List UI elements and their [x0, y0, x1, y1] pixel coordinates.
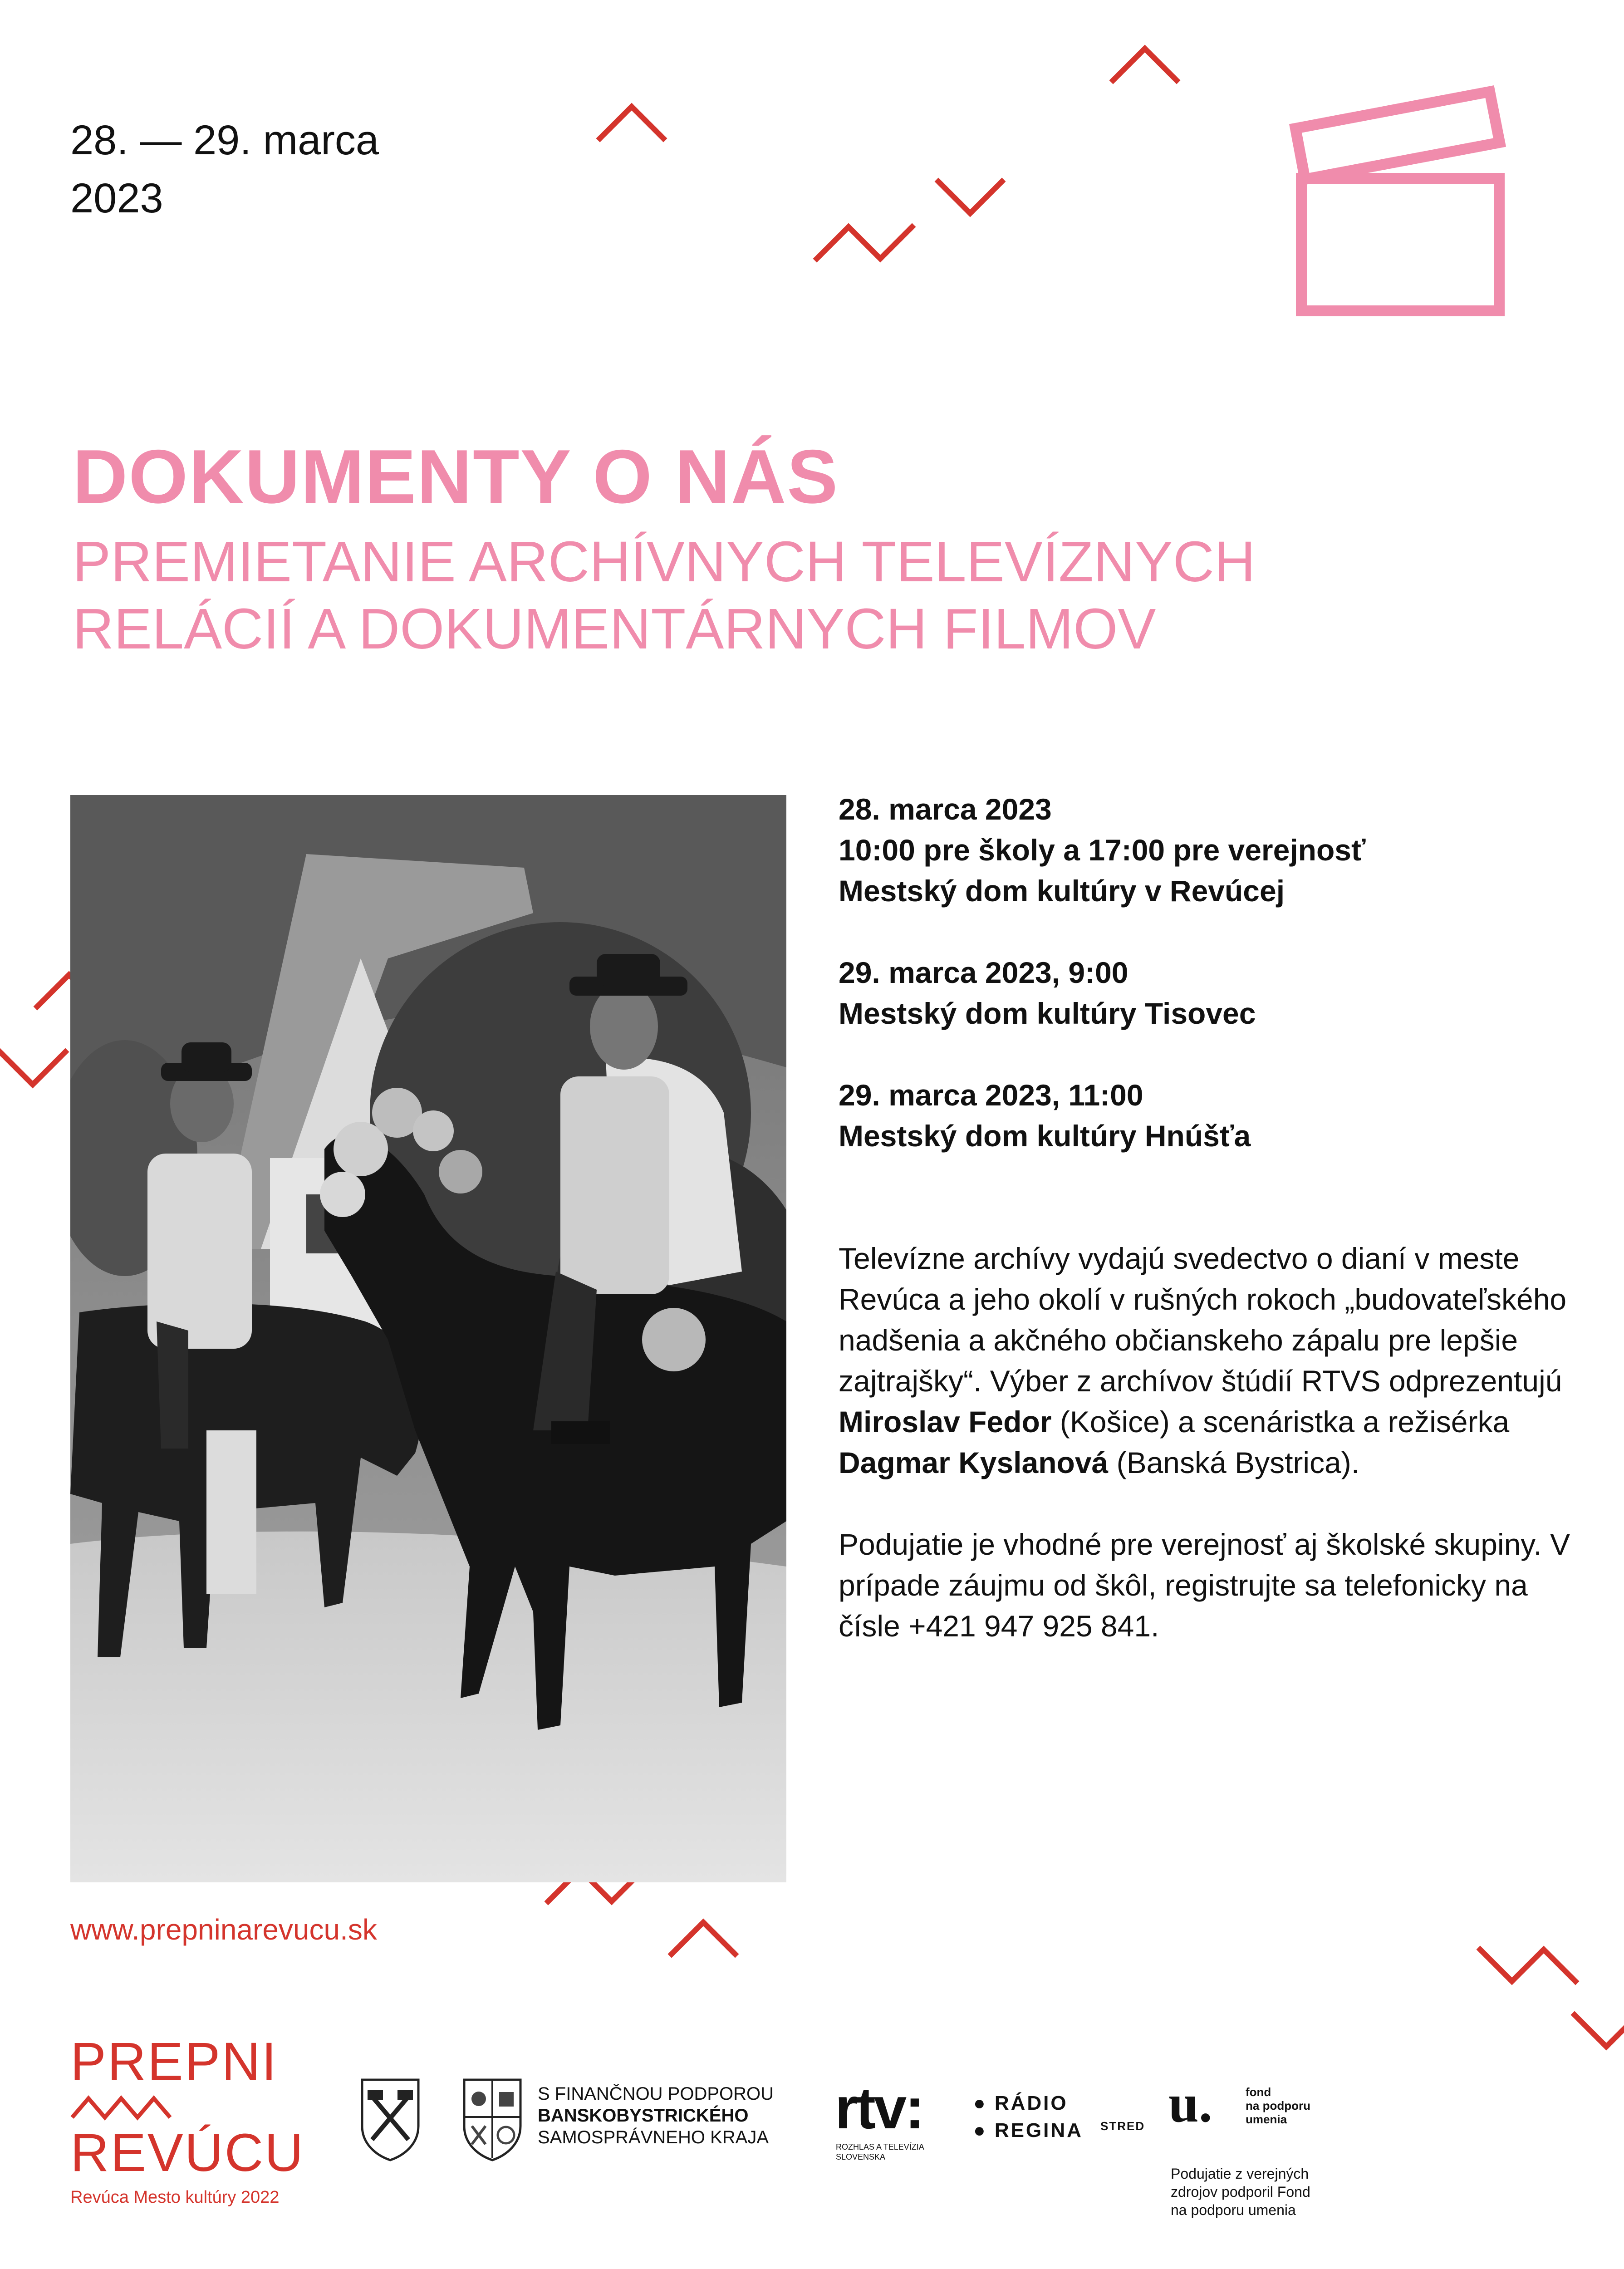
- bbsk-support-text: [538, 2083, 774, 2148]
- chevron-up-icon: [600, 107, 663, 138]
- chevron-down-icon: [938, 182, 1002, 213]
- description-text: (Banská Bystrica).: [1108, 1446, 1360, 1479]
- chevron-down-icon: [1575, 2015, 1624, 2047]
- sponsor-logos: [358, 2069, 1611, 2251]
- page-title: DOKUMENTY O NÁS: [73, 434, 839, 519]
- logo-word: PREPNI: [70, 2032, 278, 2092]
- schedule-line: Mestský dom kultúry v Revúcej: [839, 874, 1285, 908]
- chevron-down-icon: [0, 1052, 65, 1085]
- fond-line: na podporu: [1246, 2099, 1310, 2112]
- event-description: [839, 1238, 1592, 1687]
- schedule-item: [839, 1075, 1587, 1156]
- revuca-coat-of-arms-icon: [358, 2076, 422, 2162]
- fond-note-line: Podujatie z verejných: [1171, 2166, 1309, 2182]
- date-year-line: 2023: [70, 175, 163, 221]
- radio-regina-suffix: STRED: [1100, 2119, 1145, 2133]
- presenter-name: Dagmar Kyslanová: [839, 1446, 1109, 1479]
- event-dates: [70, 111, 379, 227]
- rtv-logo: rtv:: [835, 2075, 923, 2141]
- archival-photo-horse-riders: [70, 795, 786, 1882]
- schedule-line: 10:00 pre školy a 17:00 pre verejnosť: [839, 833, 1366, 867]
- schedule-item: [839, 952, 1587, 1034]
- schedule-line: Mestský dom kultúry Hnúšťa: [839, 1119, 1251, 1153]
- date-range-line: 28. — 29. marca: [70, 117, 379, 163]
- subtitle-line: RELÁCIÍ A DOKUMENTÁRNYCH FILMOV: [73, 597, 1156, 661]
- zigzag-icon: [817, 227, 912, 259]
- fond-note-line: zdrojov podporil Fond: [1171, 2184, 1310, 2200]
- zigzag-logo-icon: [70, 2090, 206, 2122]
- schedule-line: Mestský dom kultúry Tisovec: [839, 997, 1256, 1030]
- rtv-caption-line: SLOVENSKA: [836, 2152, 886, 2161]
- clapperboard-icon: [1295, 92, 1500, 311]
- chevron-up-icon: [672, 1922, 735, 1954]
- schedule-line: 29. marca 2023, 11:00: [839, 1078, 1143, 1112]
- description-paragraph: Podujatie je vhodné pre verejnosť aj školské skupiny. V prípade záujmu od škôl, registrujte sa telefonicky na čísle +421 947 925 841.: [839, 1527, 1570, 1643]
- description-text: (Košice) a scenáristka a režisérka: [1051, 1405, 1510, 1439]
- fond-logo: u.: [1168, 2073, 1212, 2133]
- bbsk-line: S FINANČNOU PODPOROU: [538, 2084, 774, 2104]
- schedule-line: 29. marca 2023, 9:00: [839, 956, 1128, 989]
- zigzag-icon: [1480, 1950, 1575, 1981]
- logo-word: REVÚCU: [70, 2123, 305, 2183]
- fond-name: [1246, 2085, 1310, 2126]
- presenter-name: Miroslav Fedor: [839, 1405, 1052, 1439]
- prepni-revucu-logo: [70, 2033, 343, 2207]
- rtv-caption: [836, 2142, 924, 2162]
- radio-regina-logo: [973, 2090, 1083, 2144]
- title-block: [73, 431, 1525, 663]
- dot-icon: ●: [973, 2119, 995, 2141]
- dot-icon: ●: [973, 2092, 995, 2114]
- description-text: Televízne archívy vydajú svedectvo o dianí v meste Revúca a jeho okolí v rušných rokoch „budovateľského nadšenia a akčného občianskeho zápalu pre lepšie zajtrajšky“. Výber z archívov štúdií RTVS odprezentujú: [839, 1242, 1567, 1398]
- screening-schedule: [839, 789, 1587, 1197]
- fond-line: fond: [1246, 2085, 1271, 2099]
- bbsk-line: BANSKOBYSTRICKÉHO: [538, 2106, 749, 2126]
- subtitle-line: PREMIETANIE ARCHÍVNYCH TELEVÍZNYCH: [73, 530, 1256, 594]
- rtv-caption-line: ROZHLAS A TELEVÍZIA: [836, 2142, 924, 2151]
- description-paragraph: [839, 1238, 1592, 1483]
- schedule-line: 28. marca 2023: [839, 792, 1052, 826]
- page-subtitle: [73, 528, 1525, 663]
- website-link[interactable]: www.prepninarevucu.sk: [70, 1913, 377, 1946]
- bbsk-line: SAMOSPRÁVNEHO KRAJA: [538, 2127, 769, 2147]
- logo-tagline: Revúca Mesto kultúry 2022: [70, 2188, 280, 2207]
- chevron-up-icon: [1113, 49, 1177, 80]
- bbsk-coat-of-arms-icon: [461, 2076, 524, 2162]
- fond-note-line: na podporu umenia: [1171, 2202, 1296, 2218]
- fond-line: umenia: [1246, 2112, 1287, 2126]
- fond-note: [1171, 2165, 1310, 2219]
- schedule-item: [839, 789, 1587, 911]
- radio-line: REGINA: [994, 2119, 1083, 2141]
- radio-line: RÁDIO: [994, 2092, 1068, 2114]
